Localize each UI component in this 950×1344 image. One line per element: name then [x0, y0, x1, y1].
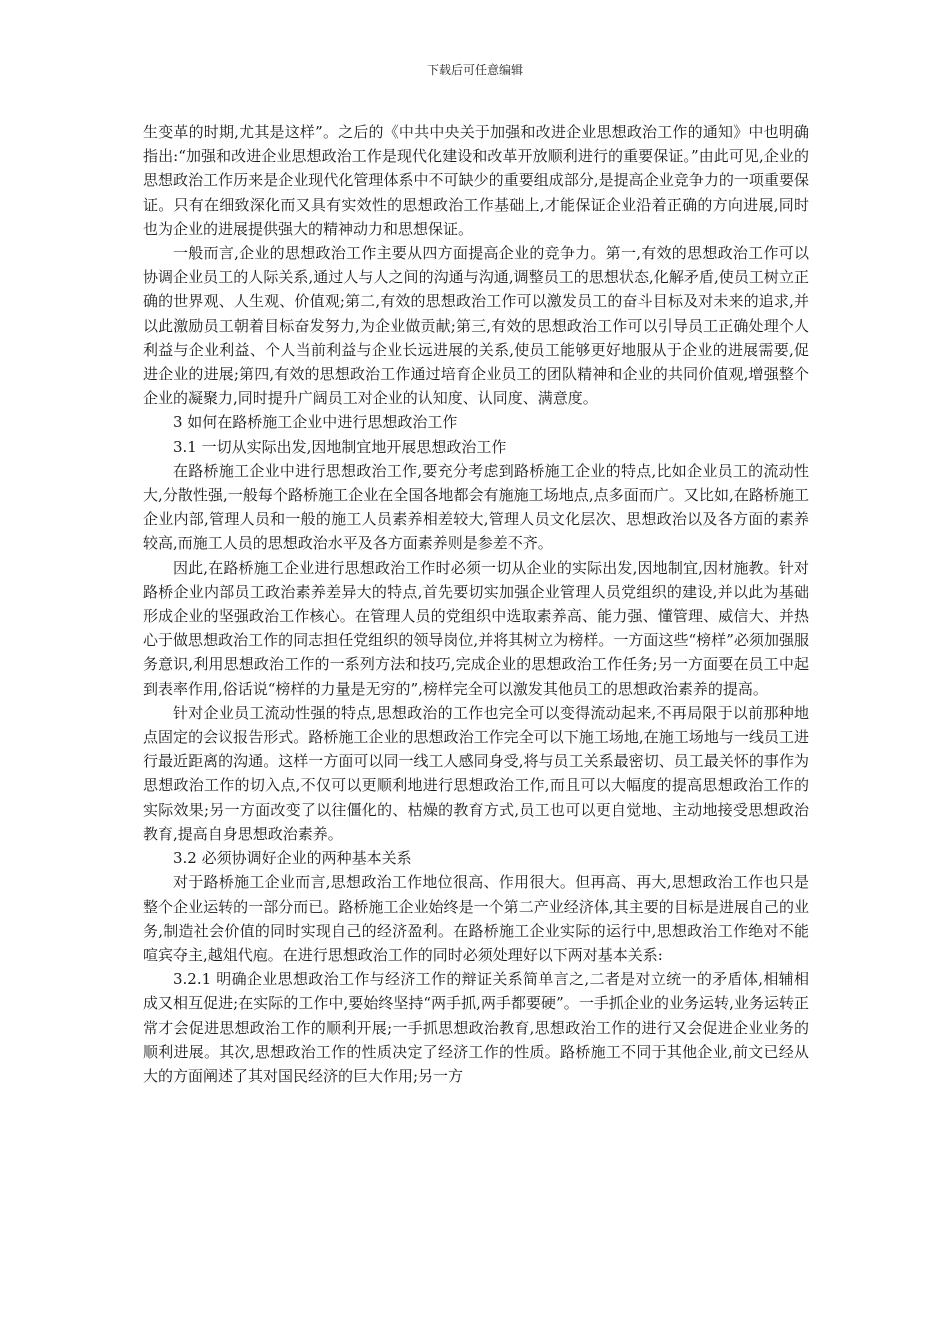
- paragraph: 在路桥施工企业中进行思想政治工作,要充分考虑到路桥施工企业的特点,比如企业员工的流动性大,分散性强,一般每个路桥施工企业在全国各地都会有施施工场地点,点多面而广。又比如,在路桥施工企业内部,管理人员和一般的施工人员素养相差较大,管理人员文化层次、思想政治以及各方面的素养较高,而施工人员的思想政治水平及各方面素养则是参差不齐。: [143, 461, 809, 553]
- paragraph: 一般而言,企业的思想政治工作主要从四方面提高企业的竞争力。第一,有效的思想政治工作可以协调企业员工的人际关系,通过人与人之间的沟通与沟通,调整员工的思想状态,化解矛盾,使员工树立正确的世界观、人生观、价值观;第二,有效的思想政治工作可以激发员工的奋斗目标及对未来的追求,并以此激励员工朝着目标奋发努力,为企业做贡献;第三,有效的思想政治工作可以引导员工正确处理个人利益与企业利益、个人当前利益与企业长远进展的关系,使员工能够更好地服从于企业的进展需要,促进企业的进展;第四,有效的思想政治工作通过培育企业员工的团队精神和企业的共同价值观,增强整个企业的凝聚力,同时提升广阔员工对企业的认知度、认同度、满意度。: [143, 244, 809, 408]
- subsection-heading: 3.2 必须协调好企业的两种基本关系: [173, 849, 412, 868]
- paragraph: 针对企业员工流动性强的特点,思想政治的工作也完全可以变得流动起来,不再局限于以前那种地点固定的会议报告形式。路桥施工企业的思想政治工作完全可以下施工场地,在施工场地与一线员工进行最近距离的沟通。这样一方面可以同一线工人感同身受,将与员工关系最密切、员工最关怀的事作为思想政治工作的切入点,不仅可以更顺利地进行思想政治工作,而且可以大幅度的提高思想政治工作的实际效果;另一方面改变了以往僵化的、枯燥的教育方式,员工也可以更自觉地、主动地接受思想政治教育,提高自身思想政治素养。: [143, 703, 809, 843]
- paragraph: 生变革的时期,尤其是这样”。之后的《中共中央关于加强和改进企业思想政治工作的通知》中也明确指出:“加强和改进企业思想政治工作是现代化建设和改革开放顺利进行的重要保证。”由此可见,企业的思想政治工作历来是企业现代化管理体系中不可缺少的重要组成部分,是提高企业竞争力的一项重要保证。只有在细致深化而又具有实效性的思想政治工作基础上,才能保证企业沿着正确的方向进展,同时也为企业的进展提供强大的精神动力和思想保证。: [143, 123, 809, 238]
- document-body: [143, 120, 809, 1088]
- subsection-heading: 3.1 一切从实际出发,因地制宜地开展思想政治工作: [173, 437, 507, 456]
- paragraph: 对于路桥施工企业而言,思想政治工作地位很高、作用很大。但再高、再大,思想政治工作也只是整个企业运转的一部分而已。路桥施工企业始终是一个第二产业经济体,其主要的目标是进展自己的业务,制造社会价值的同时实现自己的经济盈利。在路桥施工企业实际的运行中,思想政治工作绝对不能喧宾夺主,越俎代庖。在进行思想政治工作的同时必须处理好以下两对基本关系:: [143, 873, 809, 964]
- page-header: 下载后可任意编辑: [426, 63, 523, 77]
- paragraph: 因此,在路桥施工企业进行思想政治工作时必须一切从企业的实际出发,因地制宜,因材施教。针对路桥企业内部员工政治素养差异大的特点,首先要切实加强企业管理人员党组织的建设,并以此为基础形成企业的坚强政治工作核心。在管理人员的党组织中选取素养高、能力强、懂管理、威信大、并热心于做思想政治工作的同志担任党组织的领导岗位,并将其树立为榜样。一方面这些“榜样”必须加强服务意识,利用思想政治工作的一系列方法和技巧,完成企业的思想政治工作任务;另一方面要在员工中起到表率作用,俗话说“榜样的力量是无穷的”,榜样完全可以激发其他员工的思想政治素养的提高。: [143, 558, 809, 698]
- paragraph: 3.2.1 明确企业思想政治工作与经济工作的辩证关系简单言之,二者是对立统一的矛盾体,相辅相成又相互促进;在实际的工作中,要始终坚持“两手抓,两手都要硬”。一手抓企业的业务运转,业务运转正常才会促进思想政治工作的顺利开展;一手抓思想政治教育,思想政治工作的进行又会促进企业业务的顺利进展。其次,思想政治工作的性质决定了经济工作的性质。路桥施工不同于其他企业,前文已经从大的方面阐述了其对国民经济的巨大作用;另一方: [143, 970, 809, 1085]
- section-heading: 3 如何在路桥施工企业中进行思想政治工作: [173, 413, 458, 432]
